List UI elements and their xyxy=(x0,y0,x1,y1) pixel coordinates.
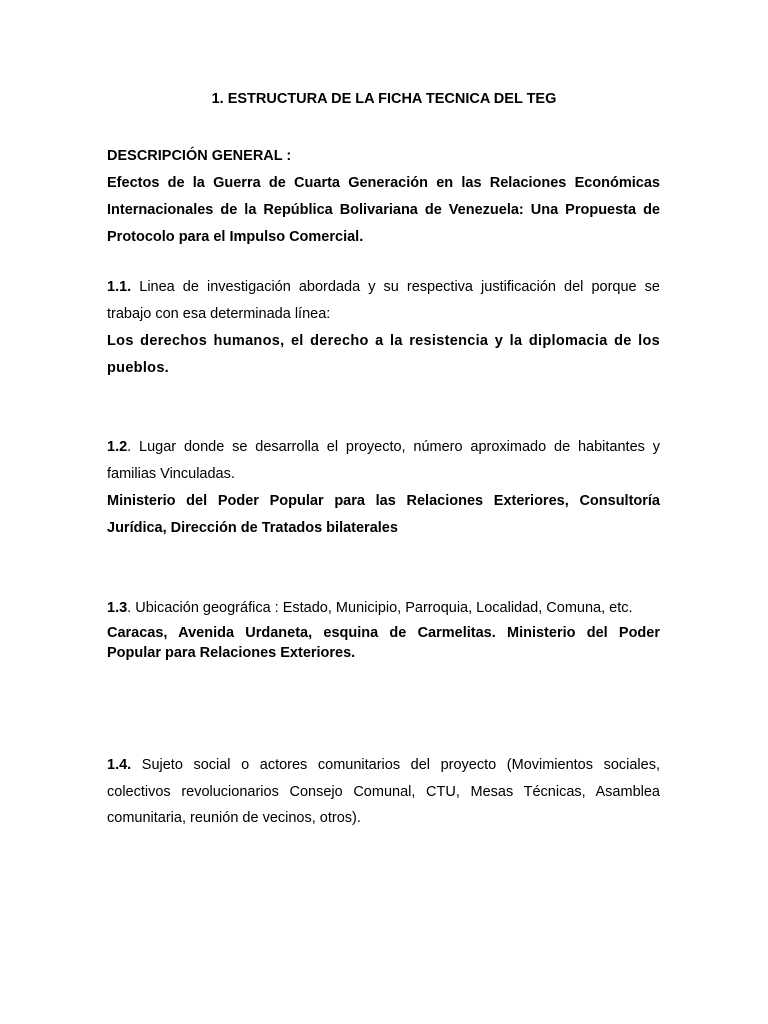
section-answer: Ministerio del Poder Popular para las Relaciones Exteriores, Consultoría Jurídica, Dirección de Tratados bilaterales xyxy=(107,493,660,536)
section-1-4 xyxy=(107,752,660,832)
section-1-1 xyxy=(107,274,660,382)
section-number: 1.1. xyxy=(107,279,132,295)
document-heading: 1. ESTRUCTURA DE LA FICHA TECNICA DEL TEG xyxy=(211,91,557,107)
section-question-text: . Lugar donde se desarrolla el proyecto, número aproximado de habitantes y familias Vinculadas. xyxy=(107,439,660,482)
section-question-text: Sujeto social o actores comunitarios del proyecto (Movimientos sociales, colectivos revolucionarios Consejo Comunal, CTU, Mesas Técnicas, Asamblea comunitaria, reunión de vecinos, otros). xyxy=(107,757,660,826)
general-description-label: DESCRIPCIÓN GENERAL : xyxy=(107,148,292,164)
section-number: 1.4. xyxy=(107,757,132,773)
section-1-3 xyxy=(107,595,660,663)
section-question xyxy=(107,752,660,832)
section-question xyxy=(107,274,660,328)
general-description xyxy=(107,143,660,251)
general-description-text: Efectos de la Guerra de Cuarta Generación en las Relaciones Económicas Internacionales de la República Bolivariana de Venezuela: Una Propuesta de Protocolo para el Impulso Comercial. xyxy=(107,175,660,245)
section-number: 1.2 xyxy=(107,439,128,455)
section-1-2 xyxy=(107,434,660,542)
section-question xyxy=(107,595,660,622)
section-question xyxy=(107,434,660,488)
section-question-text: Linea de investigación abordada y su respectiva justificación del porque se trabajo con esa determinada línea: xyxy=(107,279,660,322)
section-question-text: . Ubicación geográfica : Estado, Municipio, Parroquia, Localidad, Comuna, etc. xyxy=(127,600,633,616)
section-answer: Caracas, Avenida Urdaneta, esquina de Carmelitas. Ministerio del Poder Popular para Relaciones Exteriores. xyxy=(107,625,660,661)
section-answer: Los derechos humanos, el derecho a la resistencia y la diplomacia de los pueblos. xyxy=(107,333,660,376)
section-number: 1.3 xyxy=(107,600,128,616)
